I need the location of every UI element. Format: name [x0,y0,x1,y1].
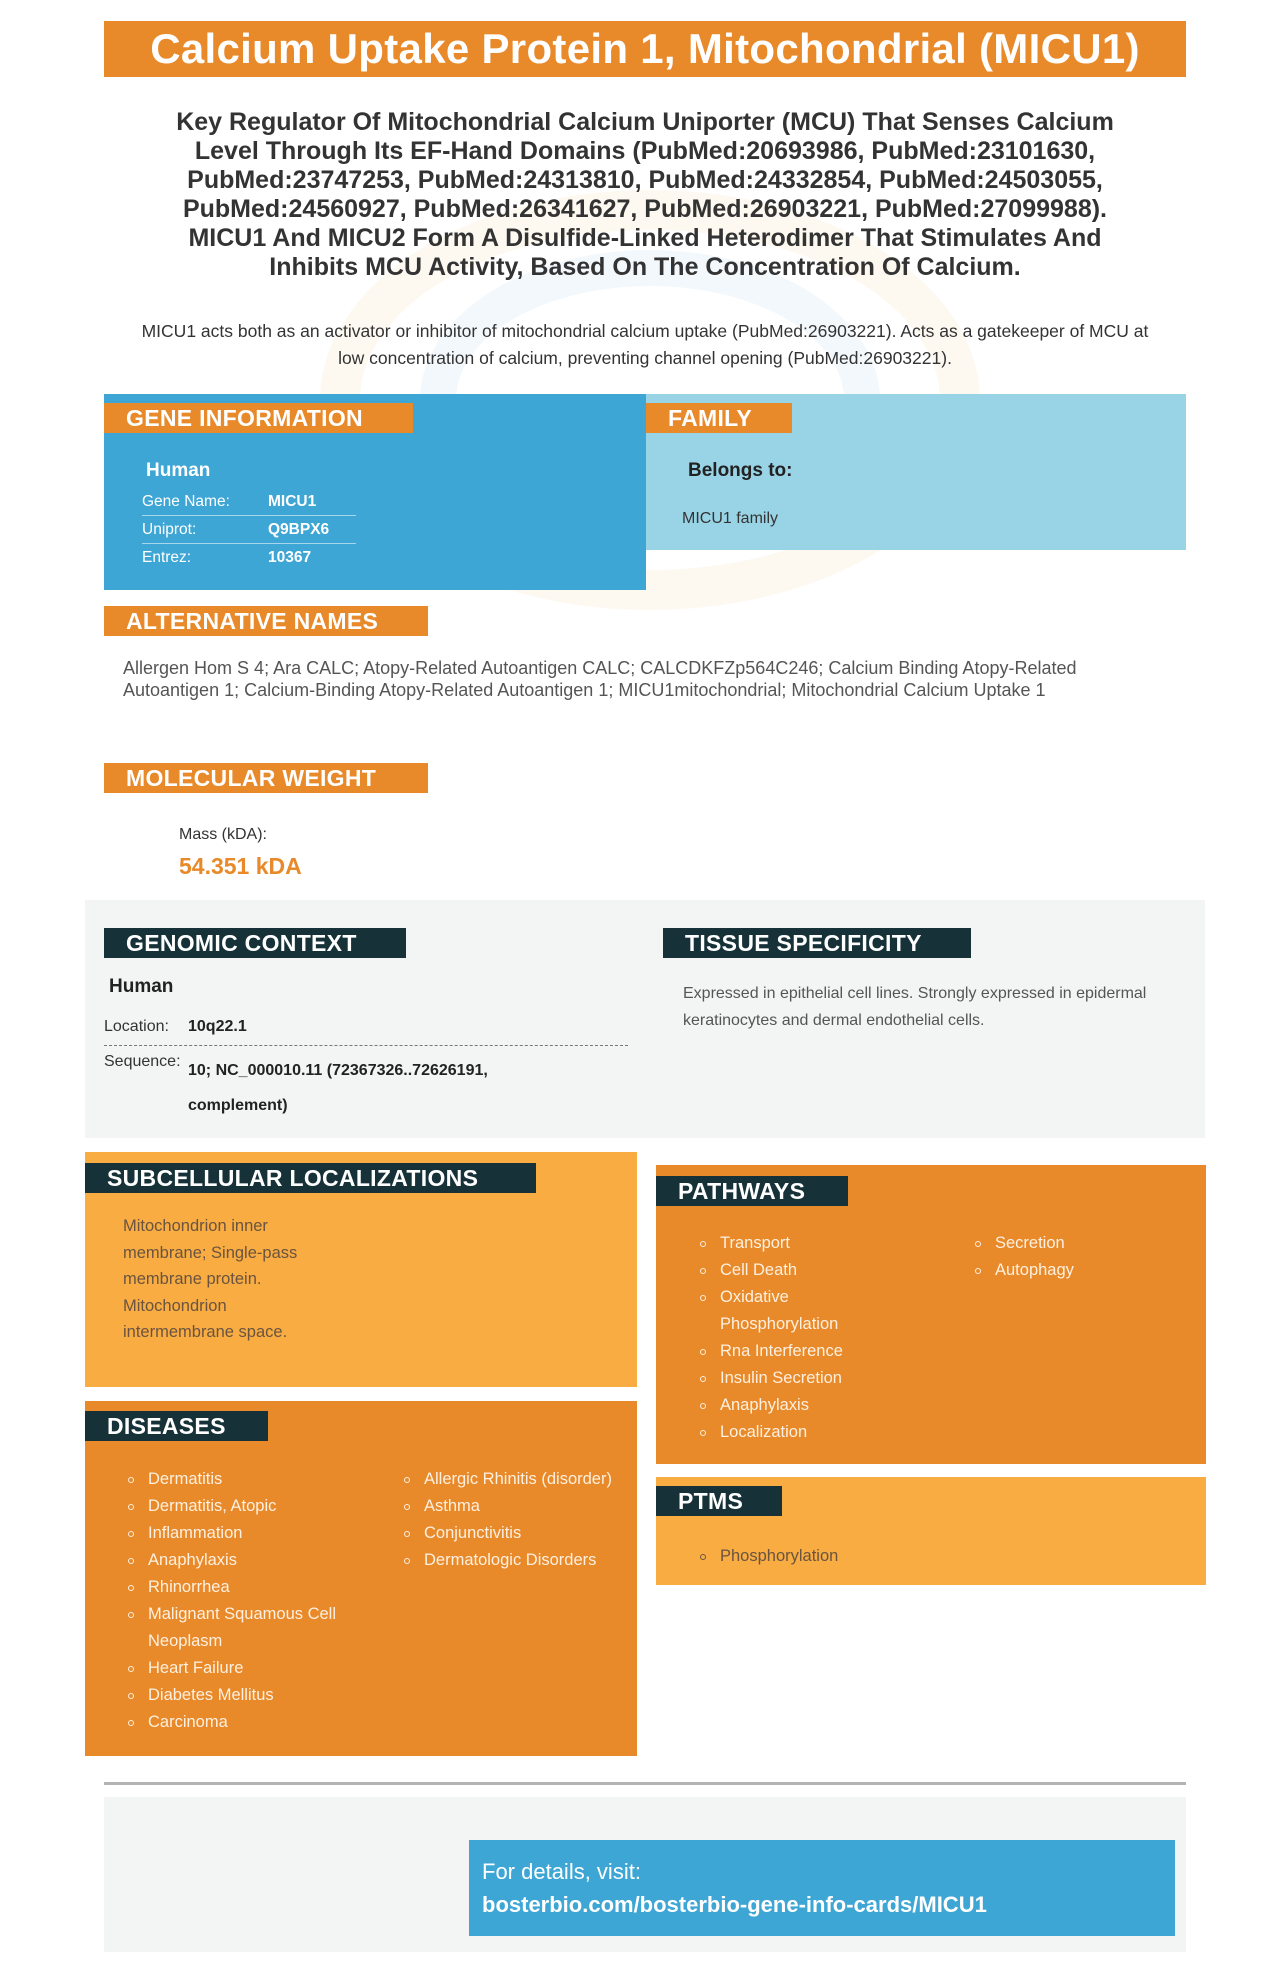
genomic-species: Human [109,976,174,997]
gene-row-name [142,488,356,516]
disease-item: Diabetes Mellitus [124,1682,364,1709]
pathway-item: Localization [696,1419,896,1446]
diseases-list-left [124,1466,364,1736]
family-value: MICU1 family [682,510,779,527]
disease-item: Carcinoma [124,1709,364,1736]
gene-species: Human [146,460,211,481]
gene-row-uniprot [142,516,356,544]
ptms-list [696,1543,996,1570]
family-header: FAMILY [646,403,792,433]
location-value: 10q22.1 [188,1018,247,1035]
disease-item: Malignant Squamous Cell Neoplasm [124,1601,364,1655]
disease-item: Dermatitis [124,1466,364,1493]
tissue-specificity-header: TISSUE SPECIFICITY [663,928,971,958]
gene-row-label: Gene Name: [142,493,230,510]
disease-item: Dermatitis, Atopic [124,1493,364,1520]
disease-item: Asthma [400,1493,625,1520]
subcellular-text: Mitochondrion inner membrane; Single-pass membrane protein. Mitochondrion intermembrane space. [123,1217,298,1341]
pathway-item: Rna Interference [696,1338,896,1365]
disease-item: Inflammation [124,1520,364,1547]
genomic-context-header: GENOMIC CONTEXT [104,928,406,958]
gene-row-entrez [142,544,356,571]
disease-item: Conjunctivitis [400,1520,625,1547]
pathways-header: PATHWAYS [656,1176,848,1206]
gene-row-label: Uniprot: [142,521,197,538]
ptms-header: PTMS [656,1486,782,1516]
subcellular-header: SUBCELLULAR LOCALIZATIONS [85,1163,536,1193]
details-link-box[interactable] [469,1840,1175,1936]
pathway-item: Transport [696,1230,896,1257]
gene-row-value: MICU1 [268,493,317,510]
location-label: Location: [104,1018,169,1035]
belongs-to-label: Belongs to: [688,460,793,481]
pathway-item: Secretion [971,1230,1171,1257]
diseases-list-right [400,1466,625,1574]
pathway-item: Cell Death [696,1257,896,1284]
mass-value: 54.351 kDA [179,853,302,879]
footer-divider [104,1782,1186,1785]
pathways-list-left [696,1230,896,1446]
dotted-divider [104,1045,628,1046]
function-summary: Key Regulator Of Mitochondrial Calcium Uniporter (MCU) That Senses Calcium Level Through Its EF-Hand Domains (PubMed:20693986, PubMed:23101630, PubMed:23747253, PubMed:24313810, PubMed:24332854, PubMed:24503055, PubMed:24560927, PubMed:26341627, PubMed:26903221, PubMed:27099988). MICU1 And MICU2 Form A Disulfide-Linked Heterodimer That Stimulates And Inhibits MCU Activity, Based On The Concentration Of Calcium. [176,108,1114,281]
pathway-item: Insulin Secretion [696,1365,896,1392]
tissue-specificity-text: Expressed in epithelial cell lines. Strongly expressed in epidermal keratinocytes and dermal endothelial cells. [683,985,1147,1029]
alternative-names-header: ALTERNATIVE NAMES [104,606,428,636]
gene-info-table [142,488,356,571]
disease-item: Dermatologic Disorders [400,1547,625,1574]
sequence-value: 10; NC_000010.11 (72367326..72626191, complement) [188,1062,488,1114]
mass-label: Mass (kDA): [179,826,267,843]
disease-item: Anaphylaxis [124,1547,364,1574]
pathways-list-right [971,1230,1171,1284]
pathway-item: Oxidative Phosphorylation [696,1284,896,1338]
alternative-names-text: Allergen Hom S 4; Ara CALC; Atopy-Related Autoantigen CALC; CALCDKFZp564C246; Calcium Binding Atopy-Related Autoantigen 1; Calcium-Binding Atopy-Related Autoantigen 1; MICU1mitochondrial; Mitochondrial Calcium Uptake 1 [123,658,1077,700]
pathway-item: Autophagy [971,1257,1171,1284]
gene-row-value: 10367 [268,549,312,566]
details-prompt: For details, visit: [482,1859,641,1884]
ptm-item: Phosphorylation [696,1543,996,1570]
disease-item: Heart Failure [124,1655,364,1682]
gene-row-label: Entrez: [142,549,192,566]
page-title: Calcium Uptake Protein 1, Mitochondrial (MICU1) [104,21,1186,77]
diseases-header: DISEASES [85,1411,268,1441]
molecular-weight-header: MOLECULAR WEIGHT [104,763,428,793]
gene-row-value: Q9BPX6 [268,521,330,538]
function-detail: MICU1 acts both as an activator or inhibitor of mitochondrial calcium uptake (PubMed:26903221). Acts as a gatekeeper of MCU at low concentration of calcium, preventing channel opening (PubMed:26903221). [141,321,1149,368]
sequence-label: Sequence: [104,1053,181,1070]
details-link[interactable]: bosterbio.com/bosterbio-gene-info-cards/MICU1 [482,1892,987,1917]
pathway-item: Anaphylaxis [696,1392,896,1419]
gene-information-header: GENE INFORMATION [104,403,413,433]
disease-item: Rhinorrhea [124,1574,364,1601]
disease-item: Allergic Rhinitis (disorder) [400,1466,625,1493]
